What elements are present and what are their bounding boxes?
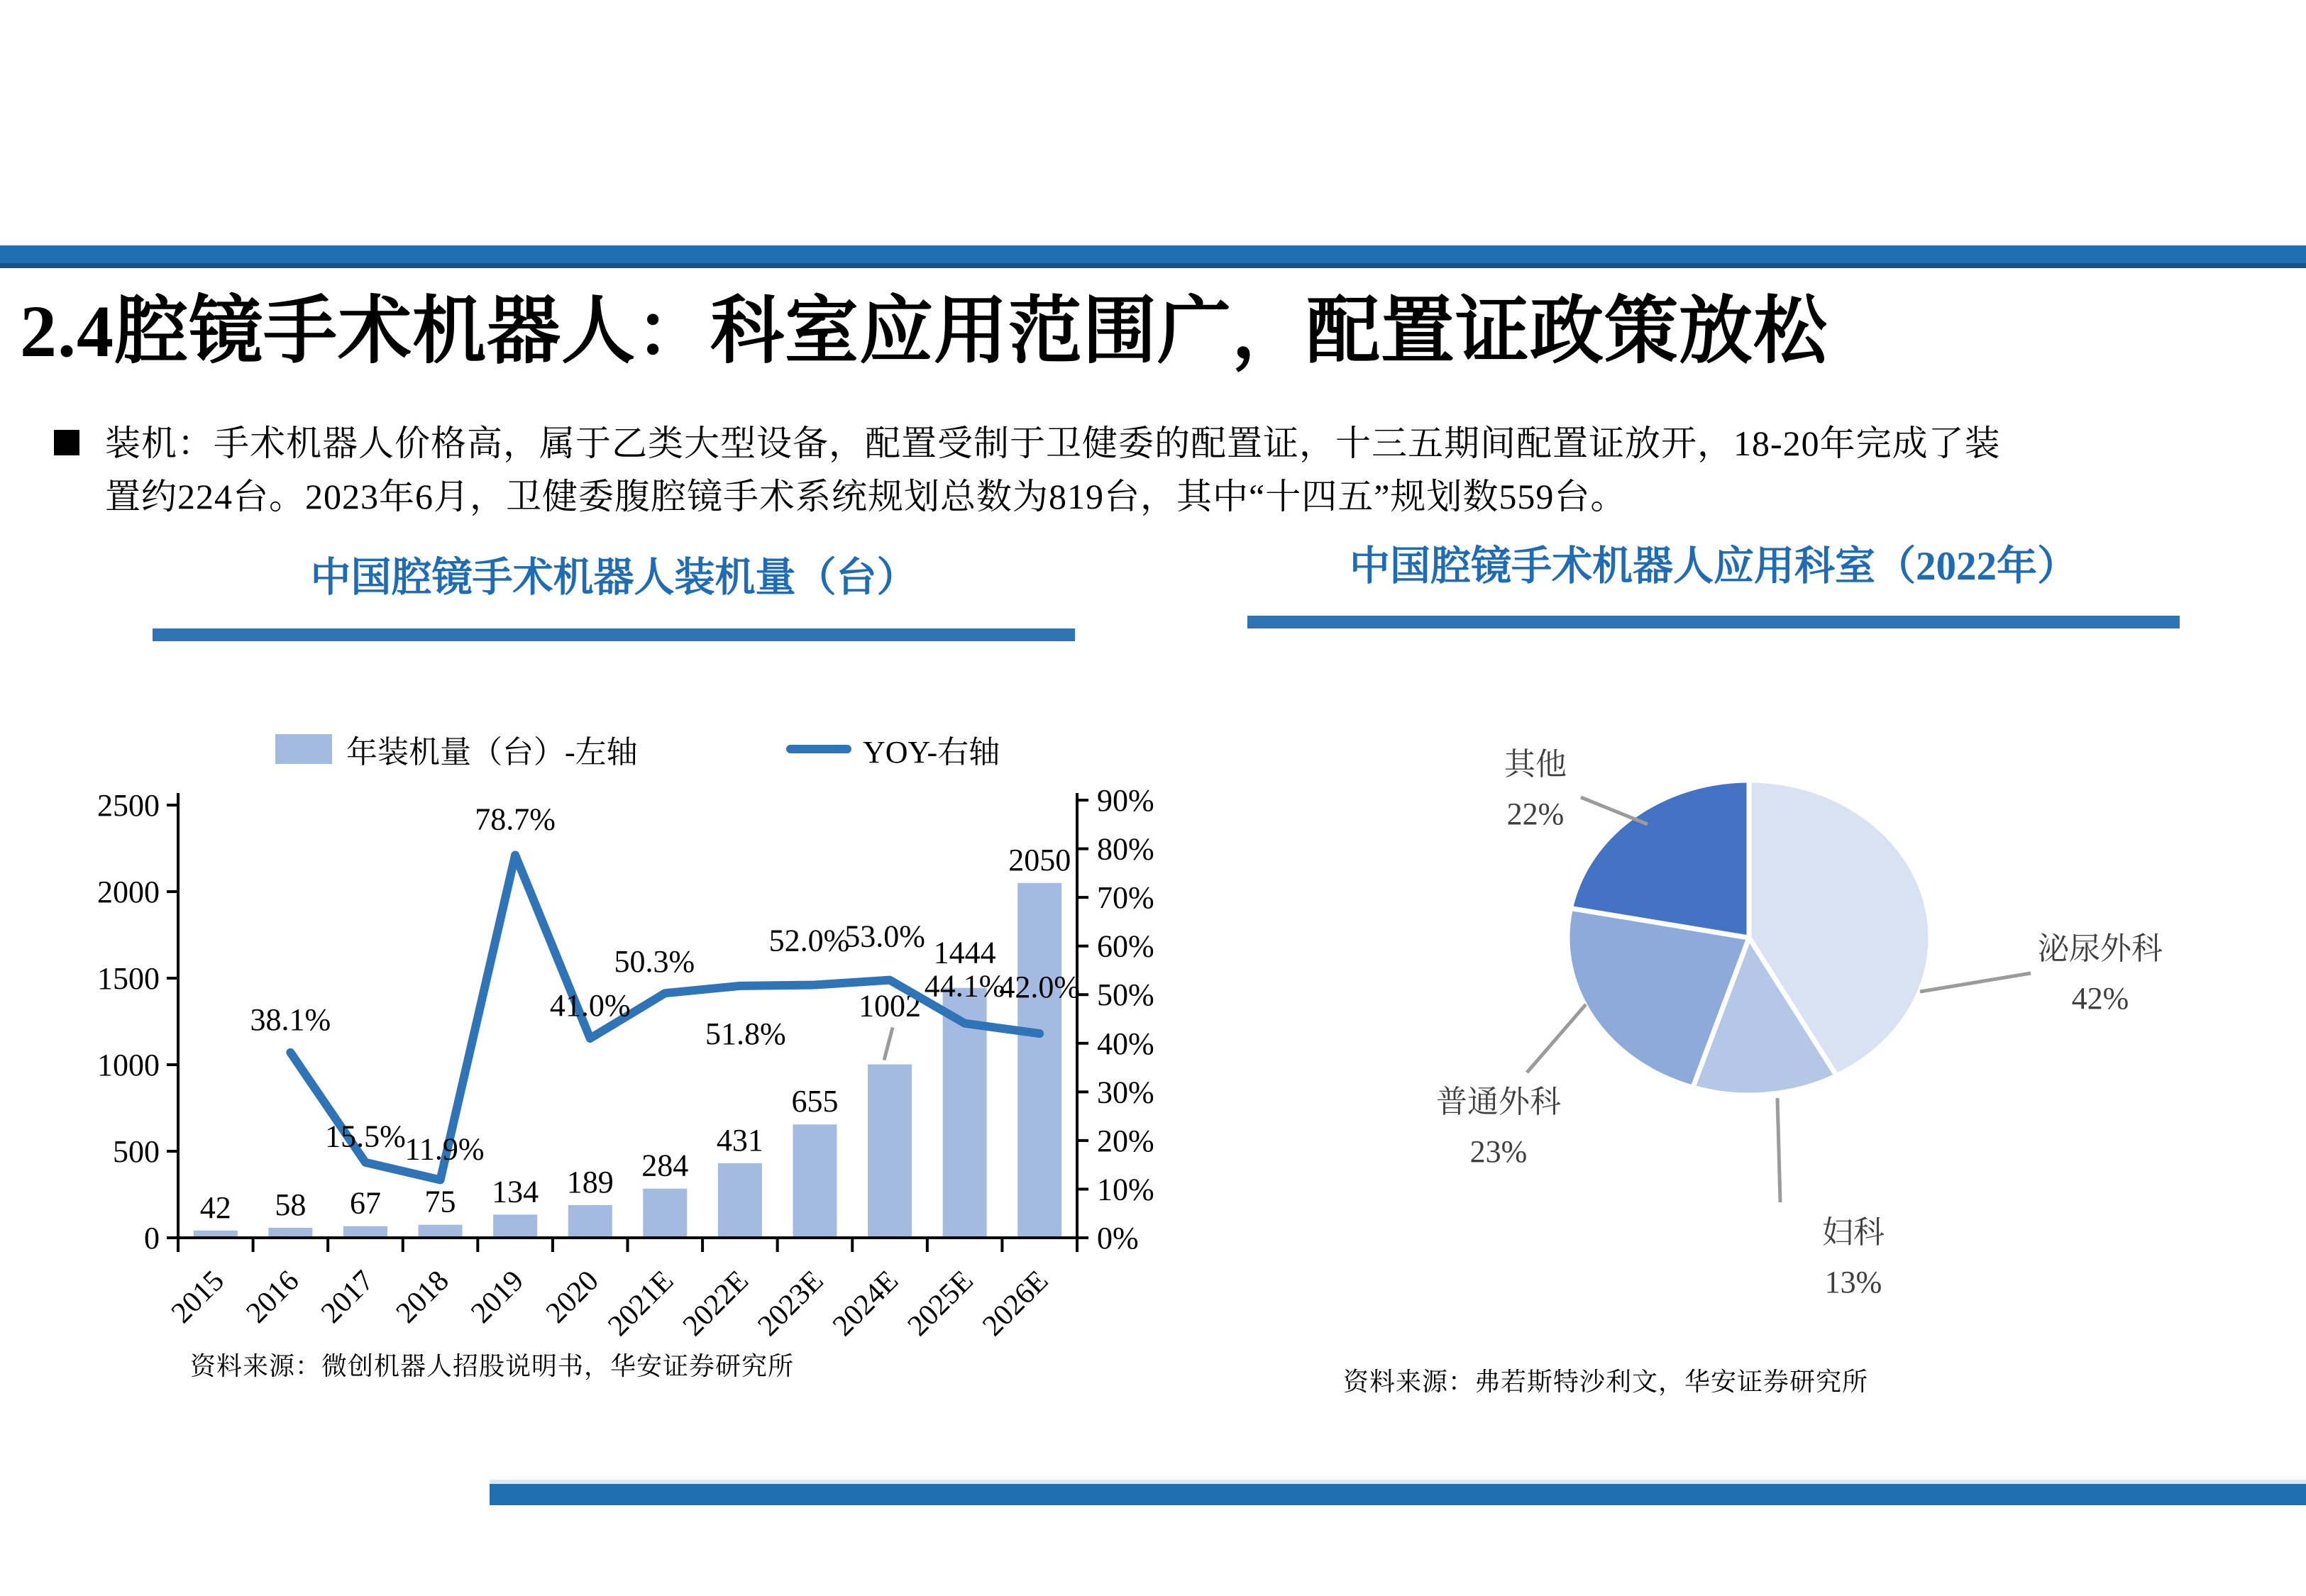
svg-text:23%: 23% (1469, 1134, 1528, 1169)
page-title: 2.4腔镜手术机器人：科室应用范围广，配置证政策放松 (20, 291, 1828, 372)
svg-text:42%: 42% (2071, 981, 2129, 1016)
svg-text:90%: 90% (1097, 783, 1154, 818)
svg-text:2023E: 2023E (751, 1264, 830, 1343)
svg-text:431: 431 (716, 1122, 763, 1158)
svg-text:20%: 20% (1097, 1123, 1154, 1158)
svg-text:妇科: 妇科 (1822, 1215, 1885, 1250)
svg-text:普通外科: 普通外科 (1436, 1085, 1561, 1119)
svg-text:2021E: 2021E (602, 1264, 680, 1343)
left-chart-title: 中国腔镜手术机器人装机量（台） (310, 555, 917, 600)
svg-text:2020: 2020 (539, 1264, 605, 1330)
svg-text:40%: 40% (1097, 1026, 1154, 1061)
bar-2019 (493, 1214, 537, 1238)
svg-text:2017: 2017 (315, 1264, 381, 1330)
footer-divider (490, 1480, 2306, 1505)
bullet-line-1: 装机：手术机器人价格高，属于乙类大型设备，配置受制于卫健委的配置证，十三五期间配置证放开，18-20年完成了装 (105, 423, 2001, 463)
bar-2023E (793, 1124, 837, 1238)
svg-text:0: 0 (144, 1221, 160, 1256)
svg-text:0%: 0% (1097, 1221, 1139, 1256)
svg-text:284: 284 (641, 1148, 689, 1183)
install-bar-chart (97, 783, 1154, 1343)
svg-text:50%: 50% (1097, 977, 1154, 1013)
svg-text:2050: 2050 (1008, 842, 1071, 877)
bar-2020 (568, 1205, 612, 1238)
right-source: 资料来源：弗若斯特沙利文，华安证券研究所 (1343, 1368, 1869, 1396)
svg-text:60%: 60% (1097, 929, 1154, 964)
svg-text:1444: 1444 (933, 935, 996, 970)
bar-2018 (419, 1225, 463, 1238)
svg-text:51.8%: 51.8% (705, 1016, 786, 1051)
left-source: 资料来源：微创机器人招股说明书，华安证券研究所 (190, 1352, 795, 1380)
legend-label-yoy: YOY-右轴 (863, 735, 1000, 770)
svg-text:80%: 80% (1097, 831, 1154, 867)
svg-text:30%: 30% (1097, 1075, 1154, 1110)
svg-text:其他: 其他 (1504, 747, 1567, 782)
svg-text:2500: 2500 (97, 788, 160, 823)
svg-text:42.0%: 42.0% (999, 970, 1081, 1005)
svg-text:22%: 22% (1506, 797, 1565, 831)
svg-text:134: 134 (492, 1174, 539, 1209)
svg-text:500: 500 (113, 1134, 160, 1169)
bar-2024E (868, 1065, 912, 1238)
bullet-line-2: 置约224台。2023年6月，卫健委腹腔镜手术系统规划总数为819台，其中“十四五”规划数559台。 (105, 477, 1627, 516)
svg-text:67: 67 (349, 1185, 381, 1221)
svg-text:2024E: 2024E (827, 1264, 905, 1343)
svg-text:2022E: 2022E (676, 1264, 755, 1343)
svg-text:10%: 10% (1097, 1172, 1154, 1207)
svg-text:2015: 2015 (165, 1264, 231, 1330)
svg-text:1000: 1000 (97, 1048, 160, 1082)
svg-text:44.1%: 44.1% (924, 968, 1005, 1004)
legend-label-bars: 年装机量（台）-左轴 (346, 735, 638, 770)
svg-text:53.0%: 53.0% (844, 919, 925, 954)
bars-group (194, 883, 1061, 1238)
svg-text:58: 58 (275, 1187, 307, 1222)
svg-text:41.0%: 41.0% (549, 987, 631, 1023)
svg-text:38.1%: 38.1% (250, 1002, 331, 1037)
svg-text:2000: 2000 (97, 875, 160, 909)
bar-2022E (718, 1163, 762, 1238)
svg-text:50.3%: 50.3% (614, 944, 695, 980)
svg-text:13%: 13% (1824, 1265, 1882, 1299)
svg-text:189: 189 (566, 1164, 614, 1199)
right-chart-title: 中国腔镜手术机器人应用科室（2022年） (1350, 544, 2078, 589)
bar-2026E (1017, 883, 1061, 1238)
svg-text:2016: 2016 (240, 1264, 306, 1330)
svg-text:655: 655 (791, 1084, 839, 1119)
svg-text:11.9%: 11.9% (404, 1131, 485, 1167)
svg-text:78.7%: 78.7% (475, 802, 556, 837)
department-pie-chart (1436, 747, 2163, 1299)
svg-text:1002: 1002 (859, 988, 922, 1024)
bar-2017 (343, 1226, 387, 1238)
svg-text:1500: 1500 (97, 961, 160, 996)
svg-text:2026E: 2026E (976, 1264, 1055, 1343)
svg-text:70%: 70% (1097, 880, 1154, 916)
bar-2016 (268, 1228, 312, 1238)
svg-text:52.0%: 52.0% (768, 923, 850, 958)
svg-text:15.5%: 15.5% (325, 1119, 406, 1154)
svg-text:泌尿外科: 泌尿外科 (2038, 931, 2163, 966)
svg-text:75: 75 (424, 1184, 456, 1219)
svg-text:2019: 2019 (465, 1264, 531, 1330)
svg-text:42: 42 (199, 1190, 231, 1225)
svg-text:2018: 2018 (390, 1264, 456, 1330)
svg-text:2025E: 2025E (901, 1264, 980, 1343)
bar-2021E (643, 1189, 687, 1238)
